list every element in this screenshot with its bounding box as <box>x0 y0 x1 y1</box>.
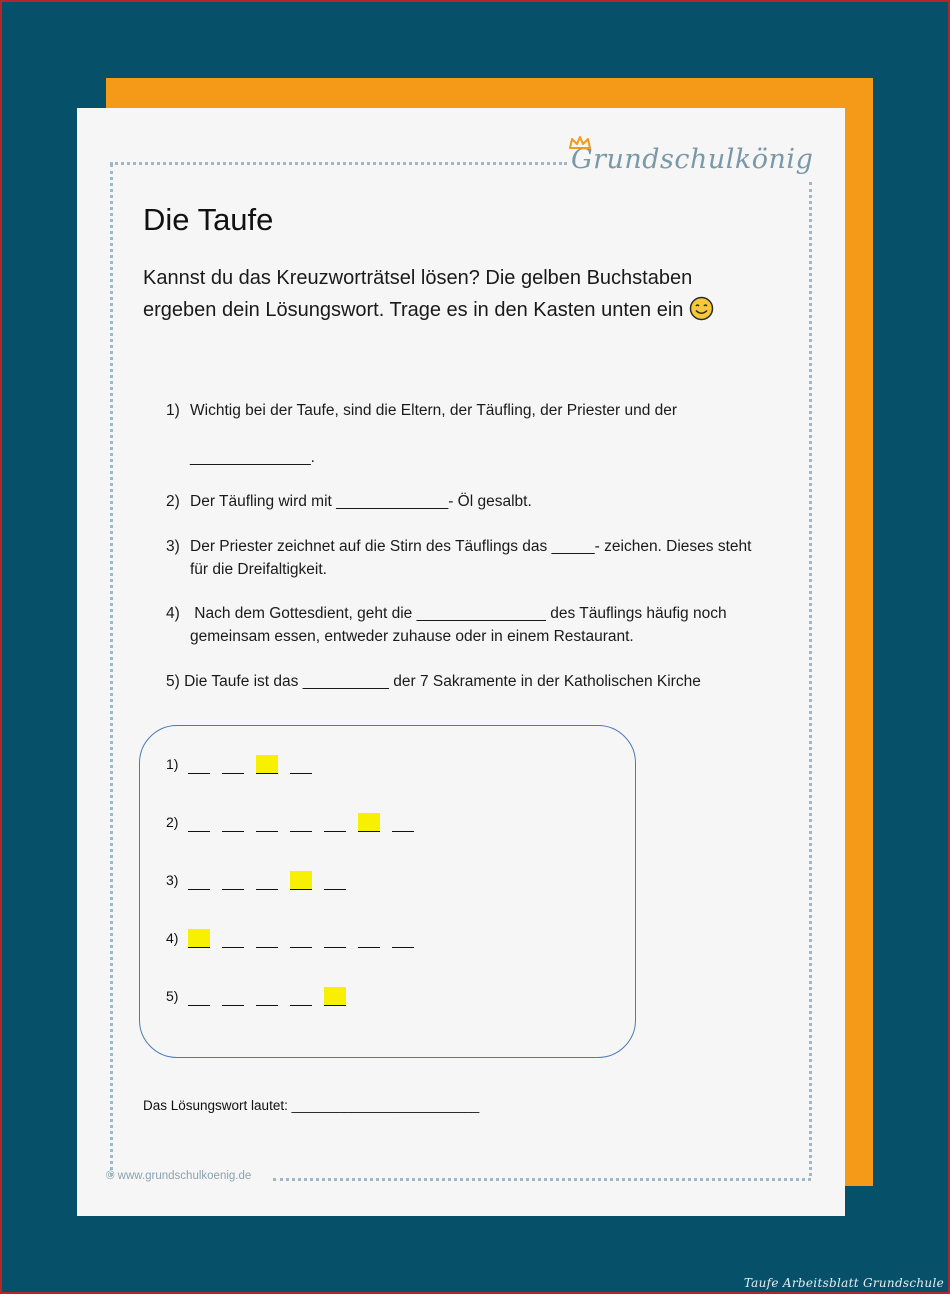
answer-row-2 <box>166 808 426 832</box>
watermark-caption: Taufe Arbeitsblatt Grundschule <box>743 1276 944 1290</box>
row-label: 2) <box>166 814 179 830</box>
letter-slot[interactable] <box>358 929 380 948</box>
question-5 <box>166 670 701 693</box>
dotted-border-bottom <box>273 1178 811 1181</box>
letter-slot[interactable] <box>256 929 278 948</box>
question-3 <box>166 535 751 581</box>
letter-slot[interactable] <box>256 987 278 1006</box>
brand-name: Grundschulkönig <box>571 144 814 175</box>
crossword-answer-box <box>139 725 636 1058</box>
letter-slot[interactable] <box>222 871 244 890</box>
row-label: 5) <box>166 988 179 1004</box>
letter-slot[interactable] <box>290 987 312 1006</box>
answer-row-1 <box>166 750 324 774</box>
row-label: 3) <box>166 872 179 888</box>
letter-slot[interactable] <box>324 929 346 948</box>
solution-line: Das Lösungswort lautet: _________________________ <box>143 1098 480 1113</box>
question-number: 5) <box>166 673 180 690</box>
highlighted-letter-slot[interactable] <box>256 755 278 774</box>
letter-slot[interactable] <box>256 813 278 832</box>
question-number: 4) <box>166 605 180 622</box>
letter-slot[interactable] <box>222 755 244 774</box>
question-number: 3) <box>166 538 180 555</box>
highlighted-letter-slot[interactable] <box>358 813 380 832</box>
letter-slot[interactable] <box>188 813 210 832</box>
letter-slot[interactable] <box>392 813 414 832</box>
question-text: Der Priester zeichnet auf die Stirn des Täuflings das _____- zeichen. Dieses steht <box>190 538 752 555</box>
question-2 <box>166 490 532 513</box>
answer-row-3 <box>166 866 358 890</box>
footer-copyright: © www.grundschulkoenig.de <box>106 1170 252 1182</box>
question-text: Der Täufling wird mit _____________- Öl gesalbt. <box>190 493 532 510</box>
highlighted-letter-slot[interactable] <box>290 871 312 890</box>
letter-slot[interactable] <box>188 987 210 1006</box>
dotted-border-top <box>110 162 567 165</box>
row-label: 4) <box>166 930 179 946</box>
letter-slot[interactable] <box>188 871 210 890</box>
crown-icon <box>568 136 592 150</box>
letter-slot[interactable] <box>324 813 346 832</box>
question-number: 1) <box>166 402 180 419</box>
answer-row-5 <box>166 982 358 1006</box>
row-label: 1) <box>166 756 179 772</box>
question-text: Nach dem Gottesdient, geht die _______________ des Täuflings häufig noch <box>190 605 727 622</box>
answer-row-4 <box>166 924 426 948</box>
intro-line-2 <box>143 294 763 326</box>
letter-slot[interactable] <box>324 871 346 890</box>
letter-slot[interactable] <box>222 987 244 1006</box>
question-number: 2) <box>166 493 180 510</box>
dotted-border-left <box>110 164 113 1176</box>
letter-slot[interactable] <box>392 929 414 948</box>
letter-slot[interactable] <box>188 755 210 774</box>
dotted-border-right <box>809 182 812 1176</box>
highlighted-letter-slot[interactable] <box>324 987 346 1006</box>
letter-slot[interactable] <box>222 929 244 948</box>
question-text-cont: gemeinsam essen, entweder zuhause oder in einem Restaurant. <box>190 628 634 645</box>
letter-slot[interactable] <box>290 755 312 774</box>
question-4 <box>166 602 727 648</box>
letter-slot[interactable] <box>222 813 244 832</box>
question-answer-line: ______________. <box>190 449 315 466</box>
intro-line-1: Kannst du das Kreuzworträtsel lösen? Die gelben Buchstaben <box>143 267 693 289</box>
letter-slot[interactable] <box>256 871 278 890</box>
worksheet-page <box>77 108 845 1216</box>
page-title: Die Taufe <box>143 202 274 237</box>
question-text: Die Taufe ist das __________ der 7 Sakramente in der Katholischen Kirche <box>184 673 701 690</box>
question-text: Wichtig bei der Taufe, sind die Eltern, der Täufling, der Priester und der <box>190 402 678 419</box>
highlighted-letter-slot[interactable] <box>188 929 210 948</box>
question-1 <box>166 399 677 469</box>
letter-slot[interactable] <box>290 929 312 948</box>
question-text-cont: für die Dreifaltigkeit. <box>190 561 327 578</box>
brand-logo <box>571 144 813 184</box>
intro-text <box>143 262 763 326</box>
smiley-icon <box>689 296 714 321</box>
intro-line-2-text: ergeben dein Lösungswort. Trage es in den Kasten unten ein <box>143 299 684 321</box>
letter-slot[interactable] <box>290 813 312 832</box>
